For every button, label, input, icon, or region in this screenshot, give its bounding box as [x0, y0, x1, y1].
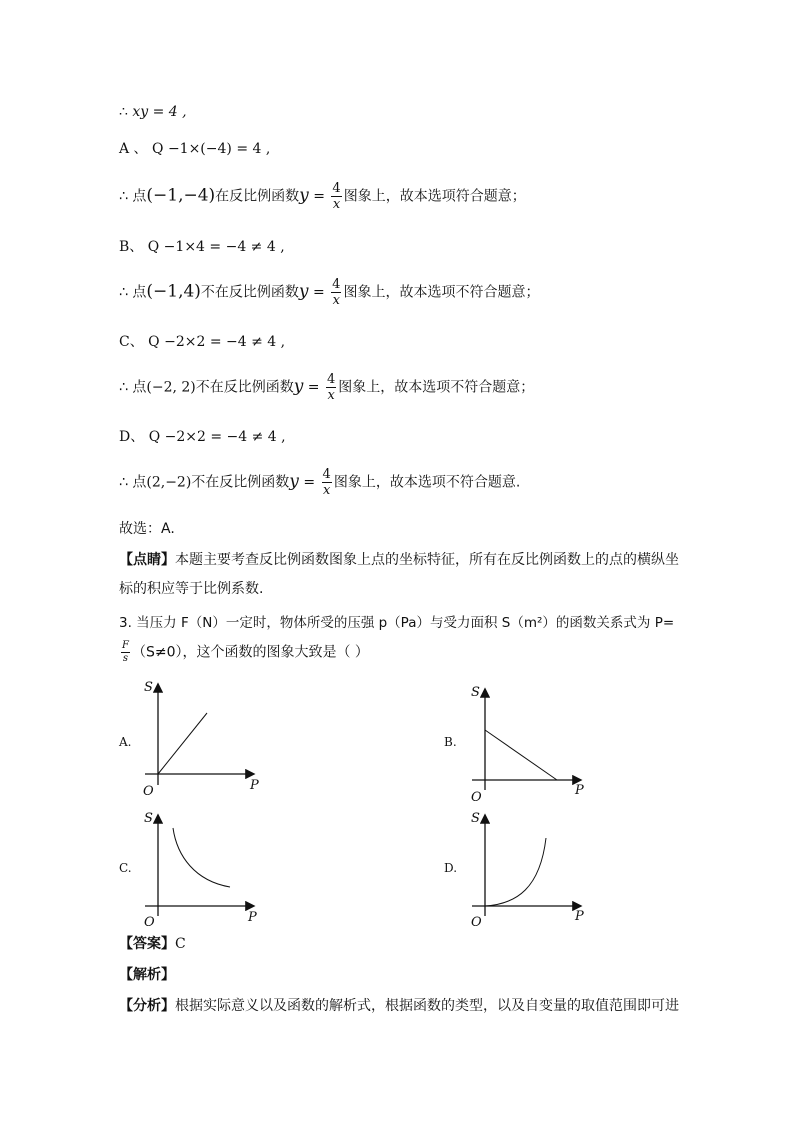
point-coordinates: (2,−2) [146, 474, 192, 491]
math-expression: Q −1×(−4) = 4 , [152, 141, 271, 157]
option-d-label: D. [444, 861, 458, 875]
analysis-text-line [119, 997, 679, 1015]
option-d-graph [462, 806, 592, 931]
option-b-label: B. [444, 735, 457, 749]
phrase: 图象上，故本选项不符合题意. [333, 474, 521, 491]
option-b-graph [462, 680, 592, 805]
therefore-symbol: ∴ [119, 104, 128, 120]
equals-sign: = [298, 474, 320, 491]
origin-label: O [471, 790, 482, 805]
line-xy-equals-4 [119, 103, 187, 121]
line-point-a-conclusion [119, 181, 526, 212]
fraction-numerator: 4 [322, 467, 331, 482]
therefore-symbol: ∴ [119, 474, 128, 491]
option-label: D、 [119, 429, 145, 445]
question-text: （S≠0），这个函数的图象大致是（ ） [131, 644, 369, 661]
origin-label: O [143, 784, 154, 799]
option-label: A 、 [119, 141, 148, 157]
y-variable: y [293, 376, 304, 397]
point-coordinates: (−1,−4) [146, 185, 216, 206]
fraction-denominator: x [327, 388, 335, 403]
fraction-numerator: F [122, 640, 129, 651]
line-option-d-check [119, 428, 286, 446]
option-label: B、 [119, 239, 144, 255]
math-expression: Q −2×2 = −4 ≠ 4 , [148, 334, 286, 350]
x-axis-label: P [575, 909, 584, 924]
formula-fraction [121, 640, 130, 665]
phrase: 不在反比例函数 [200, 284, 299, 301]
line-point-d-conclusion [119, 467, 520, 498]
fraction-denominator: x [332, 293, 340, 308]
line-point-c-conclusion [119, 372, 534, 403]
origin-label: O [471, 915, 482, 930]
point-word: 点 [132, 474, 147, 491]
question-line-2 [119, 640, 369, 665]
math-expression: xy = 4 , [127, 104, 187, 120]
comment-line-1 [119, 551, 679, 569]
y-axis-label: S [471, 685, 480, 700]
phrase: 图象上，故本选项不符合题意； [343, 284, 540, 301]
therefore-symbol: ∴ [119, 379, 128, 396]
equals-sign: = [308, 284, 330, 301]
phrase: 图象上，故本选项符合题意； [343, 188, 526, 205]
option-label: C、 [119, 334, 144, 350]
option-a-label: A. [119, 735, 132, 749]
chosen-answer-line: 故选：A. [119, 521, 175, 537]
comment-text: 本题主要考查反比例函数图象上点的坐标特征，所有在反比例函数上的点的横纵坐 [175, 552, 679, 568]
analysis-text: 根据实际意义以及函数的解析式，根据函数的类型，以及自变量的取值范围即可进 [175, 998, 679, 1014]
point-coordinates: (−2, 2) [146, 379, 196, 396]
x-axis-label: P [575, 783, 584, 798]
y-variable: y [299, 185, 309, 206]
line-option-c-check [119, 333, 285, 351]
fraction-denominator: x [332, 197, 341, 212]
equals-sign: = [303, 379, 324, 396]
line-option-b-check [119, 238, 285, 256]
phrase: 不在反比例函数 [195, 379, 294, 396]
option-c-graph [135, 806, 265, 931]
fraction-numerator: 4 [332, 277, 341, 292]
phrase: 在反比例函数 [215, 188, 300, 205]
point-coordinates: (−1,4) [146, 281, 201, 302]
y-axis-label: S [144, 811, 153, 826]
fraction [331, 277, 341, 308]
point-word: 点 [132, 379, 147, 396]
answer-line [119, 935, 186, 953]
graph-curve [485, 730, 557, 780]
y-axis-label: S [471, 811, 480, 826]
comment-tag: 【点睛】 [119, 552, 175, 568]
equals-sign: = [308, 188, 330, 205]
x-axis-label: P [248, 910, 257, 925]
origin-label: O [144, 915, 155, 930]
fraction-denominator: s [122, 653, 129, 664]
fraction [326, 372, 336, 403]
fraction [331, 181, 341, 212]
phrase: 不在反比例函数 [191, 474, 290, 491]
math-expression: Q −2×2 = −4 ≠ 4 , [148, 429, 286, 445]
y-axis-label: S [144, 680, 153, 695]
line-option-a-check [119, 140, 270, 158]
fraction-numerator: 4 [327, 372, 336, 387]
graph-curve [158, 713, 207, 774]
point-word: 点 [132, 284, 147, 301]
y-variable: y [298, 281, 309, 302]
line-point-b-conclusion [119, 277, 539, 308]
comment-line-2: 标的积应等于比例系数. [119, 581, 264, 597]
option-c-label: C. [119, 861, 132, 875]
graph-curve [173, 828, 230, 887]
graph-curve [485, 838, 546, 906]
point-word: 点 [132, 188, 147, 205]
phrase: 图象上，故本选项不符合题意； [338, 379, 535, 396]
math-expression: Q −1×4 = −4 ≠ 4 , [147, 239, 285, 255]
answer-value: C [175, 936, 186, 952]
question-line-1: 3. 当压力 F（N）一定时，物体所受的压强 p（Pa）与受力面积 S（m²）的函数关系式为 P= [119, 615, 675, 631]
therefore-symbol: ∴ [119, 284, 128, 301]
option-a-graph [135, 675, 265, 800]
therefore-symbol: ∴ [119, 188, 128, 205]
analysis-tag: 【分析】 [119, 998, 175, 1014]
x-axis-label: P [250, 778, 259, 793]
fraction-denominator: x [323, 483, 331, 498]
y-variable: y [289, 471, 299, 492]
answer-tag: 【答案】 [119, 936, 175, 952]
fraction-numerator: 4 [332, 181, 341, 196]
fraction [322, 467, 332, 498]
analysis-heading: 【解析】 [119, 967, 175, 983]
